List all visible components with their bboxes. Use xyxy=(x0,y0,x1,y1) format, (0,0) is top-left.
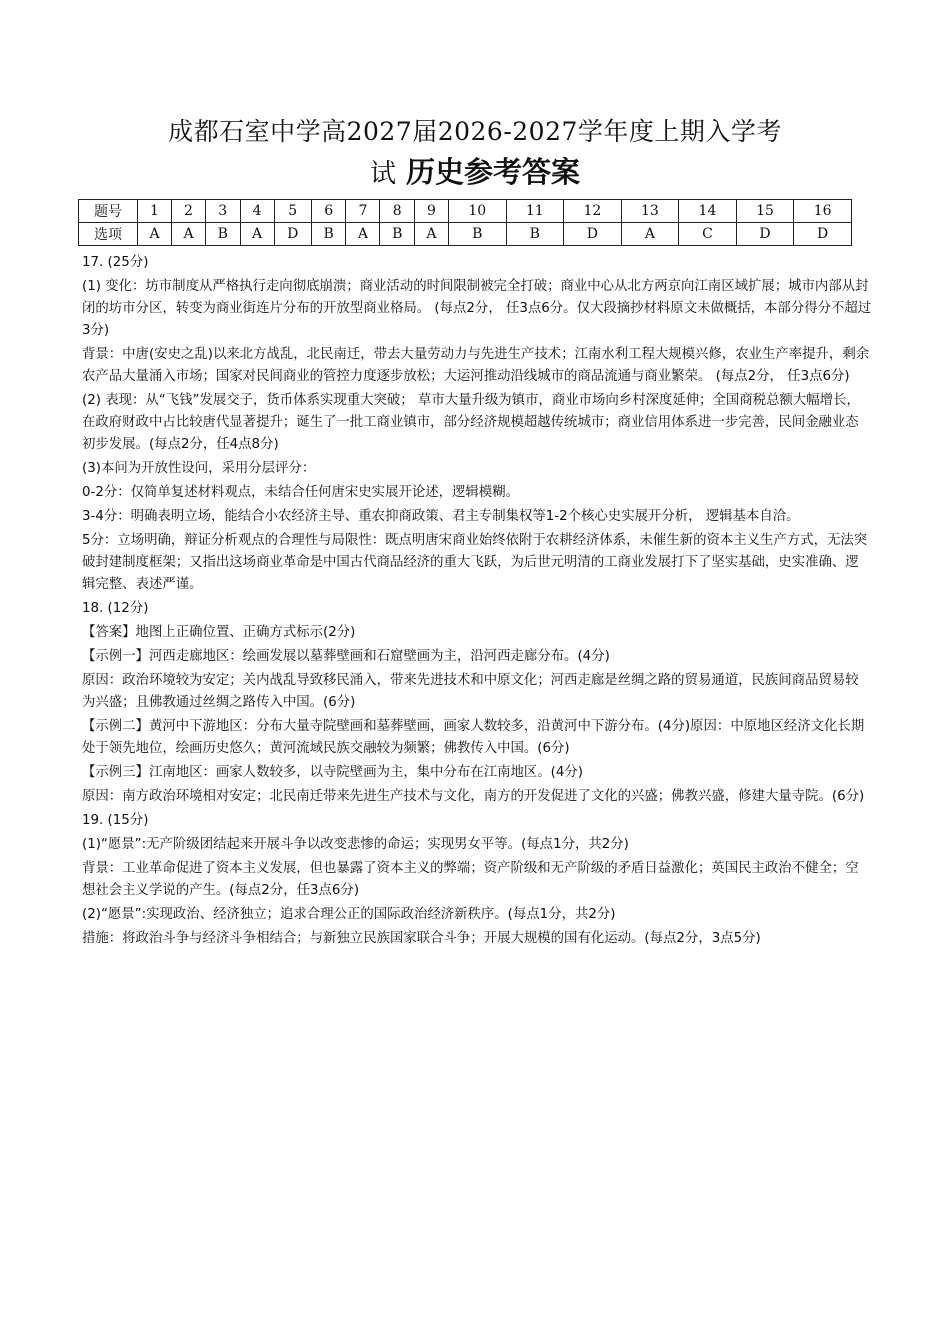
question-number: 13 xyxy=(621,200,679,223)
answer-paragraph: 背景：中唐(安史之乱)以来北方战乱，北民南迁，带去大量劳动力与先进生产技术；江南水利工程大规模兴修，农业生产率提升，剩余农产品大量涌入市场；国家对民间商业的管控力度逐步放松；大运河推动沿线城市的商品流通与商业繁荣。 (每点2分， 任3点6分) xyxy=(82,347,870,384)
answer-table-option-row xyxy=(79,223,852,246)
answer-option: D xyxy=(564,223,622,246)
answer-paragraph: 措施：将政治斗争与经济斗争相结合；与新独立民族国家联合斗争；开展大规模的国有化运动。(每点2分，3点5分) xyxy=(82,931,761,946)
answer-paragraph: 【示例一】河西走廊地区：绘画发展以墓葬壁画和石窟壁画为主，沿河西走廊分布。(4分) xyxy=(82,649,610,664)
question-number: 14 xyxy=(679,200,737,223)
question-number: 11 xyxy=(506,200,564,223)
question-number: 12 xyxy=(564,200,622,223)
answer-table xyxy=(78,199,852,246)
answer-paragraph: 3-4分：明确表明立场，能结合小农经济主导、重农抑商政策、君主专制集权等1-2个核心史实展开分析， 逻辑基本自洽。 xyxy=(82,509,800,524)
answer-option: B xyxy=(448,223,506,246)
answer-option: D xyxy=(736,223,794,246)
question-number: 10 xyxy=(448,200,506,223)
question-number: 6 xyxy=(311,200,346,223)
answer-paragraph: 背景：工业革命促进了资本主义发展，但也暴露了资本主义的弊端；资产阶级和无产阶级的矛盾日益激化；英国民主政治不健全；空想社会主义学说的产生。(每点2分，任3点6分) xyxy=(82,861,859,898)
answer-option: A xyxy=(414,223,448,246)
question-number: 4 xyxy=(240,200,274,223)
question-number: 5 xyxy=(274,200,311,223)
answer-option: C xyxy=(679,223,737,246)
title-line-1: 成都石室中学高2027届2026-2027学年度上期入学考 xyxy=(168,117,782,146)
answer-paragraph: (1)“愿景”:无产阶级团结起来开展斗争以改变悲惨的命运；实现男女平等。(每点1分，共2分) xyxy=(82,837,629,852)
row-label-number: 题号 xyxy=(79,200,138,223)
answer-paragraph: 原因：政治环境较为安定；关内战乱导致移民涌入，带来先进技术和中原文化；河西走廊是丝绸之路的贸易通道，民族间商品贸易较为兴盛；且佛教通过丝绸之路传入中国。(6分) xyxy=(82,673,859,710)
answer-paragraph: (1) 变化：坊市制度从严格执行走向彻底崩溃；商业活动的时间限制被完全打破；商业中心从北方两京向江南区域扩展；城市内部从封闭的坊市分区，转变为商业街连片分布的开放型商业格局。 (每点2分， 任3点6分。仅大段摘抄材料原文未做概括，本部分得分不超过3分) xyxy=(82,279,872,338)
answer-paragraph: (3)本问为开放性设问，采用分层评分： xyxy=(82,461,316,476)
question-number: 3 xyxy=(206,200,241,223)
answer-option: A xyxy=(138,223,172,246)
answer-paragraph: 5分：立场明确，辩证分析观点的合理性与局限性：既点明唐宋商业始终依附于农耕经济体系，未催生新的资本主义生产方式，无法突破封建制度框架；又指出这场商业革命是中国古代商品经济的重大飞跃，为后世元明清的工商业发展打下了坚实基础，史实准确、逻辑完整、表述严谨。 xyxy=(82,533,868,592)
answer-option: D xyxy=(794,223,852,246)
answer-option: D xyxy=(274,223,311,246)
question-heading: 18. (12分) xyxy=(82,601,149,616)
question-number: 16 xyxy=(794,200,852,223)
row-label-option: 选项 xyxy=(79,223,138,246)
answer-paragraph: 原因：南方政治环境相对安定；北民南迁带来先进生产技术与文化，南方的开发促进了文化的兴盛；佛教兴盛，修建大量寺院。(6分) xyxy=(82,789,865,804)
question-number: 9 xyxy=(414,200,448,223)
answer-option: A xyxy=(240,223,274,246)
title-line-2-main: 历史参考答案 xyxy=(406,155,581,189)
question-number: 2 xyxy=(172,200,206,223)
answer-option: B xyxy=(206,223,241,246)
answer-option: B xyxy=(311,223,346,246)
question-heading: 19. (15分) xyxy=(82,813,149,828)
answer-content xyxy=(82,252,872,952)
answer-paragraph: 0-2分：仅简单复述材料观点，未结合任何唐宋史实展开论述，逻辑模糊。 xyxy=(82,485,519,500)
answer-option: A xyxy=(172,223,206,246)
answer-paragraph: 【答案】地图上正确位置、正确方式标示(2分) xyxy=(82,625,356,640)
title-line-2-prefix: 试 xyxy=(369,159,396,189)
question-number: 1 xyxy=(138,200,172,223)
answer-option: A xyxy=(621,223,679,246)
question-heading: 17. (25分) xyxy=(82,255,149,270)
answer-paragraph: 【示例二】黄河中下游地区：分布大量寺院壁画和墓葬壁画，画家人数较多，沿黄河中下游分布。(4分)原因：中原地区经济文化长期处于领先地位，绘画历史悠久；黄河流域民族交融较为频繁；佛教传入中国。(6分) xyxy=(82,719,865,756)
answer-option: B xyxy=(380,223,415,246)
question-number: 8 xyxy=(380,200,415,223)
question-number: 15 xyxy=(736,200,794,223)
title-line-2 xyxy=(0,150,950,191)
answer-paragraph: (2)“愿景”:实现政治、经济独立；追求合理公正的国际政治经济新秩序。(每点1分，共2分) xyxy=(82,907,616,922)
answer-paragraph: (2) 表现：从“飞钱”发展交子，货币体系实现重大突破； 草市大量升级为镇市，商业市场向乡村深度延伸；全国商税总额大幅增长，在政府财政中占比较唐代显著提升；诞生了一批工商业镇市，部分经济规模超越传统城市；商业信用体系进一步完善，民间金融业态初步发展。(每点2分，任4点8分) xyxy=(82,393,860,452)
answer-option: A xyxy=(346,223,380,246)
answer-table-number-row xyxy=(79,200,852,223)
question-number: 7 xyxy=(346,200,380,223)
answer-option: B xyxy=(506,223,564,246)
answer-paragraph: 【示例三】江南地区：画家人数较多，以寺院壁画为主，集中分布在江南地区。(4分) xyxy=(82,765,584,780)
